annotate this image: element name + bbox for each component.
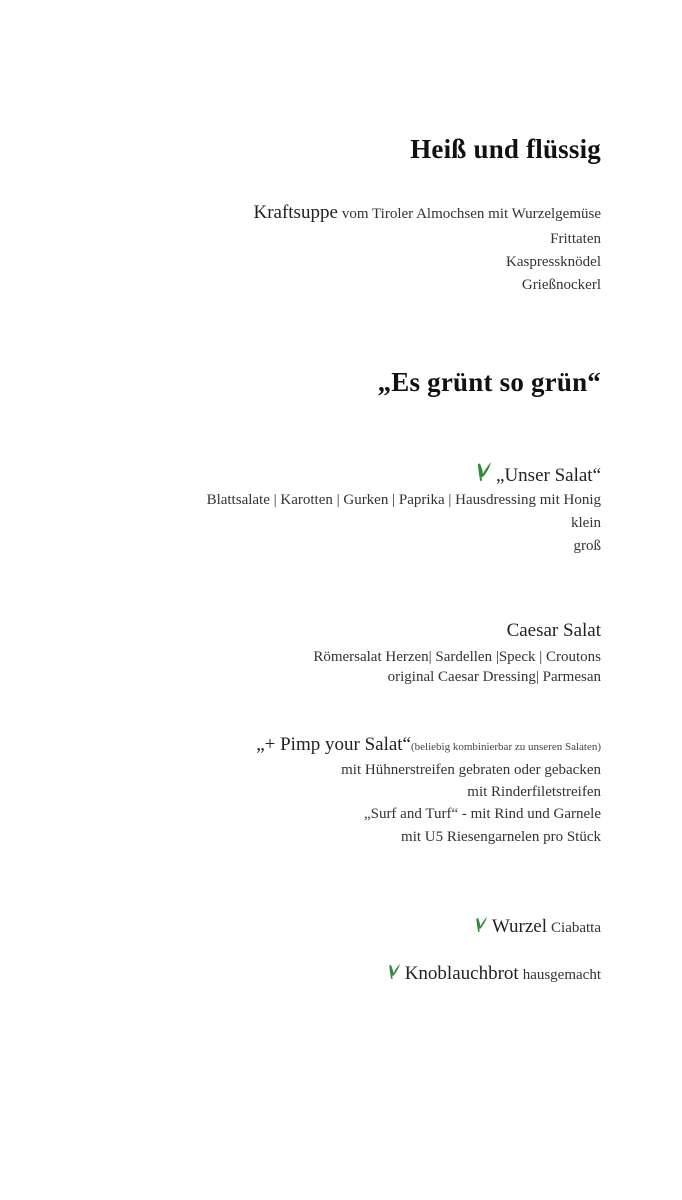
- section-title-soup: Heiß und flüssig: [410, 134, 601, 164]
- menu-item-wurzel: [476, 916, 601, 938]
- dish-name: Wurzel: [491, 916, 548, 937]
- dish-name: Kraftsuppe: [253, 202, 338, 223]
- dish-description: Blattsalate | Karotten | Gurken | Paprika | Hausdressing mit Honig: [206, 492, 601, 508]
- soup-option: Frittaten: [550, 231, 601, 247]
- menu-item-kraftsuppe: [253, 202, 601, 224]
- dish-description: Römersalat Herzen| Sardellen |Speck | Croutons: [313, 649, 601, 665]
- dish-name: Knoblauchbrot: [404, 963, 519, 984]
- leaf-icon: [478, 461, 492, 481]
- leaf-icon: [389, 963, 401, 979]
- dish-description: Ciabatta: [551, 920, 601, 936]
- soup-option: Grießnockerl: [521, 277, 601, 293]
- addon-option: „Surf and Turf“ - mit Rind und Garnele: [363, 806, 601, 822]
- dish-name: „Unser Salat“: [496, 465, 601, 486]
- size-option: groß: [573, 538, 601, 554]
- dish-note: (beliebig kombinierbar zu unseren Salaten): [411, 741, 601, 753]
- dish-description: original Caesar Dressing| Parmesan: [387, 669, 601, 685]
- leaf-icon: [476, 916, 488, 932]
- menu-item-pimp-your-salat: [256, 734, 601, 756]
- addon-option: mit U5 Riesengarnelen pro Stück: [401, 829, 601, 845]
- addon-option: mit Rinderfiletstreifen: [467, 784, 601, 800]
- addon-option: mit Hühnerstreifen gebraten oder gebacken: [341, 762, 601, 778]
- menu-item-unser-salat: [478, 461, 601, 487]
- soup-option: Kaspressknödel: [506, 254, 601, 270]
- dish-description: vom Tiroler Almochsen mit Wurzelgemüse: [341, 206, 601, 222]
- dish-name-caesar: Caesar Salat: [506, 620, 601, 641]
- dish-name: „+ Pimp your Salat“: [256, 734, 411, 755]
- section-title-salad: „Es grünt so grün“: [377, 367, 601, 397]
- size-option: klein: [571, 515, 601, 531]
- menu-item-knoblauchbrot: [389, 963, 601, 985]
- dish-description: hausgemacht: [522, 967, 601, 983]
